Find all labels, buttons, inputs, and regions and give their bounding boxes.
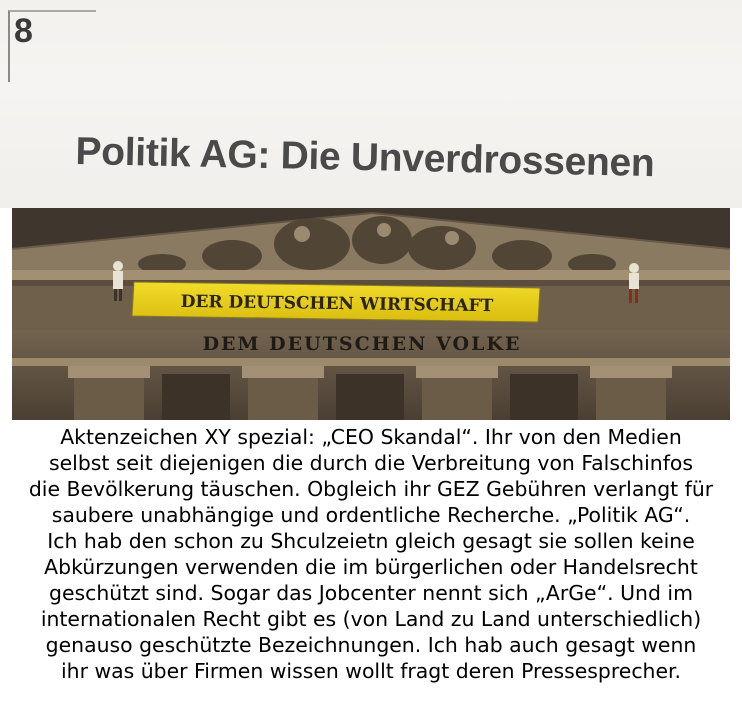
caption-line: genauso geschützte Bezeichnungen. Ich hab auch gesagt wenn xyxy=(45,633,697,657)
caption-line: Ich hab den schon zu Shculzeietn gleich gesagt sie sollen keine xyxy=(47,529,695,553)
magazine-headline: Politik AG: Die Unverdrossenen xyxy=(75,130,655,186)
caption-line: saubere unabhängige und ordentliche Recherche. „Politik AG“. xyxy=(51,503,691,527)
magazine-scan xyxy=(0,0,742,208)
banner-text: DER DEUTSCHEN WIRTSCHAFT xyxy=(180,291,494,317)
caption-line: die Bevölkerung täuschen. Obgleich ihr GEZ Gebühren verlangt für xyxy=(28,477,714,501)
caption-line: selbst seit diejenigen die durch die Verbreitung von Falschinfos xyxy=(49,451,693,475)
caption-text xyxy=(8,424,734,684)
page-number: 8 xyxy=(14,12,33,50)
caption-line: geschützt sind. Sogar das Jobcenter nennt sich „ArGe“. Und im xyxy=(49,581,693,605)
caption-line: Abkürzungen verwenden die im bürgerlichen oder Handelsrecht xyxy=(44,555,698,579)
caption-line: Aktenzeichen XY spezial: „CEO Skandal“. Ihr von den Medien xyxy=(60,425,682,449)
building-inscription: DEM DEUTSCHEN VOLKE xyxy=(202,333,522,355)
caption-line: ihr was über Firmen wissen wollt fragt deren Pressesprecher. xyxy=(60,659,682,683)
caption-line: internationalen Recht gibt es (von Land zu Land unterschiedlich) xyxy=(40,607,702,631)
reichstag-photo xyxy=(12,208,730,420)
